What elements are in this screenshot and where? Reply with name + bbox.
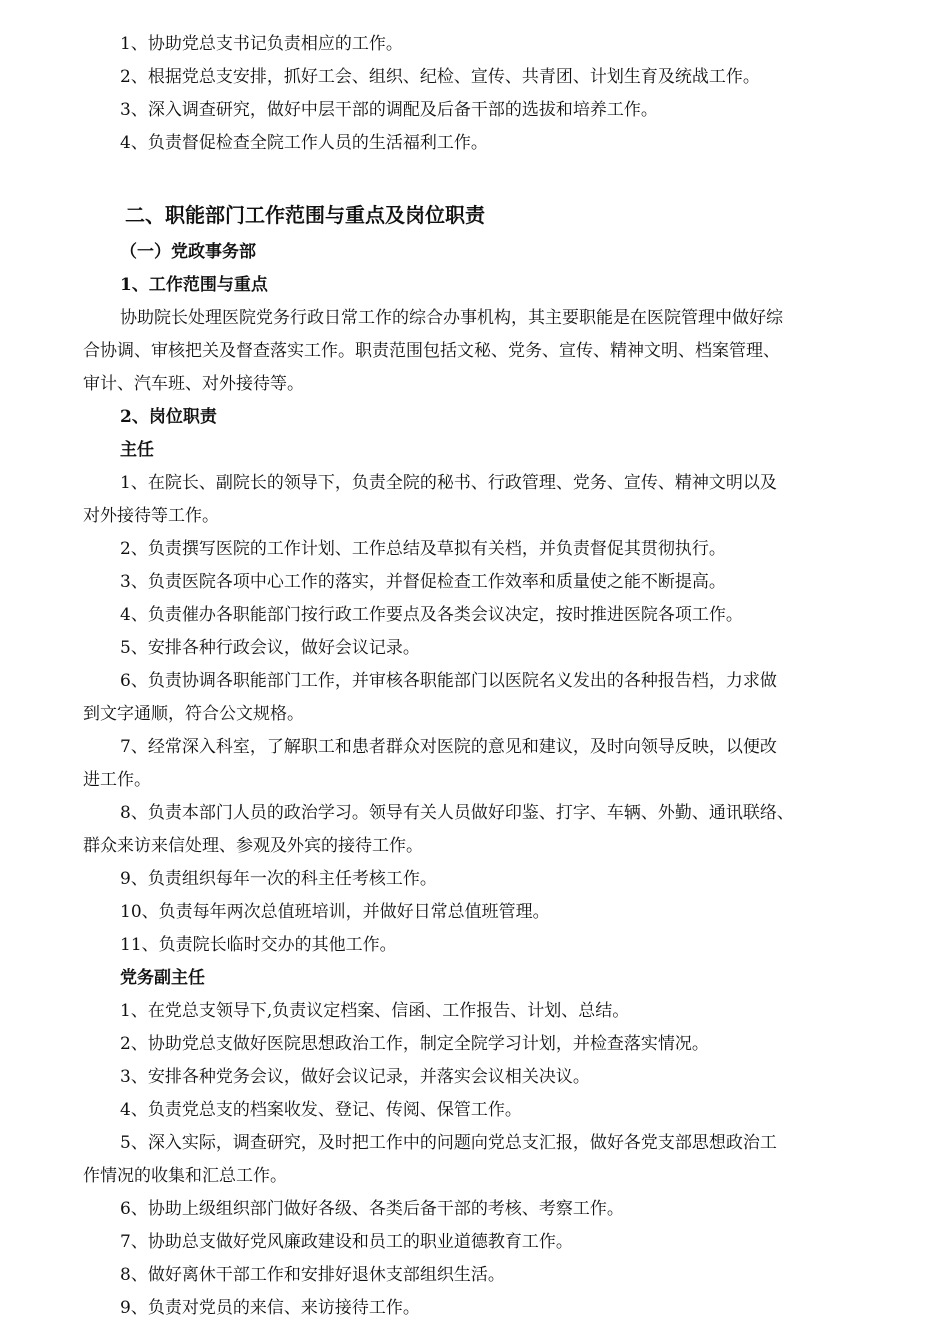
party-deputy-item-1: 1、在党总支领导下,负责议定档案、信函、工作报告、计划、总结。 (120, 1001, 630, 1021)
party-deputy-item-8: 8、做好离休干部工作和安排好退休支部组织生活。 (120, 1265, 505, 1285)
director-item-11: 11、负责院长临时交办的其他工作。 (120, 935, 397, 955)
party-deputy-item-3: 3、安排各种党务会议，做好会议记录，并落实会议相关决议。 (120, 1067, 590, 1087)
intro-item-2: 2、根据党总支安排，抓好工会、组织、纪检、宣传、共青团、计划生育及统战工作。 (120, 67, 760, 87)
director-item-3: 3、负责医院各项中心工作的落实，并督促检查工作效率和质量使之能不断提高。 (120, 572, 726, 592)
duty-title: 2、岗位职责 (120, 407, 217, 427)
dept-title: （一）党政事务部 (120, 242, 256, 262)
director-title: 主任 (120, 440, 154, 460)
director-item-1: 1、在院长、副院长的领导下，负责全院的秘书、行政管理、党务、宣传、精神文明以及 (120, 473, 777, 493)
scope-text-line-1: 协助院长处理医院党务行政日常工作的综合办事机构，其主要职能是在医院管理中做好综 (120, 308, 783, 328)
section-title: 二、职能部门工作范围与重点及岗位职责 (125, 203, 485, 227)
party-deputy-item-5: 5、深入实际，调查研究，及时把工作中的问题向党总支汇报，做好各党支部思想政治工 (120, 1133, 777, 1153)
intro-item-4: 4、负责督促检查全院工作人员的生活福利工作。 (120, 133, 488, 153)
director-item-5: 5、安排各种行政会议，做好会议记录。 (120, 638, 420, 658)
intro-item-3: 3、深入调查研究，做好中层干部的调配及后备干部的选拔和培养工作。 (120, 100, 658, 120)
party-deputy-title: 党务副主任 (120, 968, 205, 988)
scope-title: 1、工作范围与重点 (120, 275, 268, 295)
director-item-7: 7、经常深入科室，了解职工和患者群众对医院的意见和建议，及时向领导反映，以便改 (120, 737, 777, 757)
director-item-6: 6、负责协调各职能部门工作，并审核各职能部门以医院名义发出的各种报告档，力求做 (120, 671, 777, 691)
party-deputy-item-6: 6、协助上级组织部门做好各级、各类后备干部的考核、考察工作。 (120, 1199, 624, 1219)
party-deputy-item-5-cont: 作情况的收集和汇总工作。 (83, 1166, 287, 1186)
director-item-6-cont: 到文字通顺，符合公文规格。 (83, 704, 304, 724)
intro-item-1: 1、协助党总支书记负责相应的工作。 (120, 34, 403, 54)
director-item-10: 10、负责每年两次总值班培训，并做好日常总值班管理。 (120, 902, 550, 922)
director-item-1-cont: 对外接待等工作。 (83, 506, 219, 526)
party-deputy-item-2: 2、协助党总支做好医院思想政治工作，制定全院学习计划，并检查落实情况。 (120, 1034, 709, 1054)
director-item-4: 4、负责催办各职能部门按行政工作要点及各类会议决定，按时推进医院各项工作。 (120, 605, 743, 625)
director-item-2: 2、负责撰写医院的工作计划、工作总结及草拟有关档，并负责督促其贯彻执行。 (120, 539, 726, 559)
director-item-7-cont: 进工作。 (83, 770, 151, 790)
director-item-9: 9、负责组织每年一次的科主任考核工作。 (120, 869, 437, 889)
party-deputy-item-9: 9、负责对党员的来信、来访接待工作。 (120, 1298, 420, 1318)
director-item-8: 8、负责本部门人员的政治学习。领导有关人员做好印鉴、打字、车辆、外勤、通讯联络、 (120, 803, 794, 823)
scope-text-line-3: 审计、汽车班、对外接待等。 (83, 374, 304, 394)
scope-text-line-2: 合协调、审核把关及督查落实工作。职责范围包括文秘、党务、宣传、精神文明、档案管理、 (83, 341, 780, 361)
party-deputy-item-7: 7、协助总支做好党风廉政建设和员工的职业道德教育工作。 (120, 1232, 573, 1252)
director-item-8-cont: 群众来访来信处理、参观及外宾的接待工作。 (83, 836, 423, 856)
party-deputy-item-4: 4、负责党总支的档案收发、登记、传阅、保管工作。 (120, 1100, 522, 1120)
